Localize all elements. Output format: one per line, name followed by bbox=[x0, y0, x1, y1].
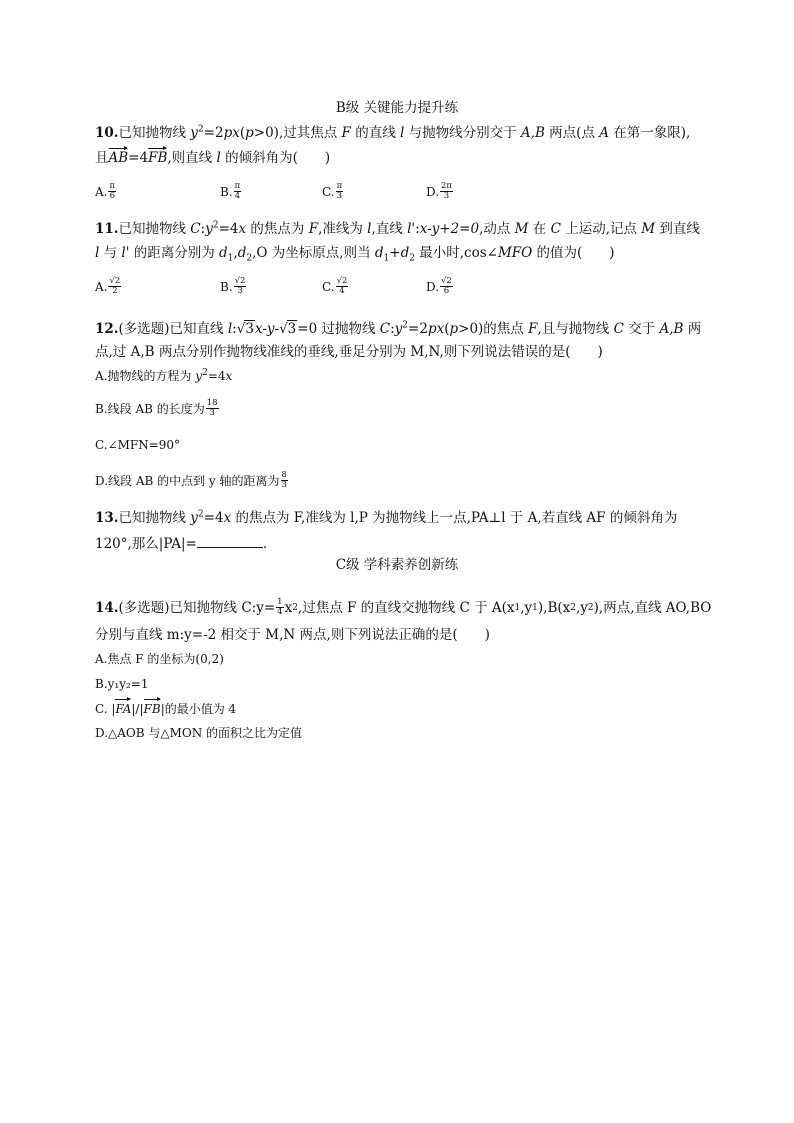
option-c[interactable]: C. $\frac{\pi}{3}$ bbox=[322, 181, 343, 201]
answer-blank[interactable] bbox=[197, 535, 263, 548]
question-12-option-b[interactable]: B.线段 AB 的长度为 $\frac{18}{3}$ bbox=[95, 398, 218, 418]
question-14-option-b[interactable]: B.y₁y₂=1 bbox=[95, 677, 149, 691]
question-14-line-1: 14. (多选题)已知抛物线 C:y= $\frac{1}{4}$ x 2 ,过焦点 F 的直线交抛物线 C 于 A(x 1 ,y 1 ),B(x 2 ,y 2 ),两点,直线 AO,BO bbox=[95, 597, 712, 617]
vector-fb: FB bbox=[148, 150, 168, 166]
question-14-option-c[interactable]: C. |FA|/|FB|的最小值为 4 bbox=[95, 702, 237, 716]
vector-fb: FB bbox=[143, 702, 161, 716]
question-number: 10. bbox=[95, 125, 119, 141]
question-12-option-c[interactable]: C.∠MFN=90° bbox=[95, 438, 181, 452]
option-b[interactable]: B. $\frac{\pi}{4}$ bbox=[220, 181, 241, 201]
question-13-line-2: 120°,那么|PA|= . bbox=[95, 536, 268, 552]
question-number: 13. bbox=[95, 510, 119, 526]
question-12-line-2: 点,过 A,B 两点分别作抛物线准线的垂线,垂足分别为 M,N,则下列说法错误的是( ) bbox=[95, 344, 603, 360]
question-12-line-1: 12.(多选题)已知直线 l:√3x-y-√3=0 过抛物线 $C:y^2=2px(p>0)$的焦点 F,且与抛物线 C 交于 A,B 两 bbox=[95, 320, 702, 337]
question-14-option-d[interactable]: D.△AOB 与△MON 的面积之比为定值 bbox=[95, 726, 303, 740]
section-c-heading: C级 学科素养创新练 bbox=[335, 557, 459, 573]
question-10-line-1: 10.已知抛物线 $y^2=2px(p>0)$,过其焦点 F 的直线 l 与抛物线分别交于 A,B 两点(点 A 在第一象限), bbox=[95, 124, 691, 141]
question-10-line-2: 且AB=4FB,则直线 l 的倾斜角为( ) bbox=[95, 150, 331, 166]
question-number: 14. bbox=[95, 599, 119, 616]
question-12-option-a[interactable]: A.抛物线的方程为 $y^2=4x$ bbox=[95, 368, 233, 383]
option-b[interactable]: B. $\frac{√2}{3}$ bbox=[220, 276, 246, 296]
question-number: 12. bbox=[95, 321, 119, 337]
option-d[interactable]: D. $\frac{√2}{6}$ bbox=[426, 276, 452, 296]
question-12-option-d[interactable]: D.线段 AB 的中点到 y 轴的距离为 $\frac{8}{3}$ bbox=[95, 470, 287, 490]
question-11-line-1: 11.已知抛物线 $C:y^2=4x$ 的焦点为 F,准线为 l,直线 l':x-y+2=0,动点 M 在 C 上运动,记点 M 到直线 bbox=[95, 220, 700, 237]
question-14-line-2: 分别与直线 m:y=-2 相交于 M,N 两点,则下列说法正确的是( ) bbox=[95, 627, 490, 643]
option-d[interactable]: D. $\frac{2\pi}{3}$ bbox=[426, 181, 453, 201]
question-number: 11. bbox=[95, 221, 119, 237]
vector-ab: AB bbox=[108, 150, 129, 166]
option-a[interactable]: A. $\frac{√2}{2}$ bbox=[95, 276, 121, 296]
option-a[interactable]: A. $\frac{\pi}{6}$ bbox=[95, 181, 116, 201]
section-b-heading: B级 关键能力提升练 bbox=[335, 100, 459, 116]
vector-fa: FA bbox=[115, 702, 132, 716]
option-c[interactable]: C. $\frac{√2}{4}$ bbox=[322, 276, 348, 296]
question-11-line-2: l 与 l' 的距离分别为 $d_1,d_2,O$ 为坐标原点,则当 $d_1+d_2$ 最小时,cos∠MFO 的值为( ) bbox=[95, 245, 615, 264]
question-13-line-1: 13.已知抛物线 $y^2=4x$ 的焦点为 F,准线为 l,P 为抛物线上一点,PA⊥l 于 A,若直线 AF 的倾斜角为 bbox=[95, 509, 678, 526]
question-14-option-a[interactable]: A.焦点 F 的坐标为(0,2) bbox=[95, 652, 224, 666]
